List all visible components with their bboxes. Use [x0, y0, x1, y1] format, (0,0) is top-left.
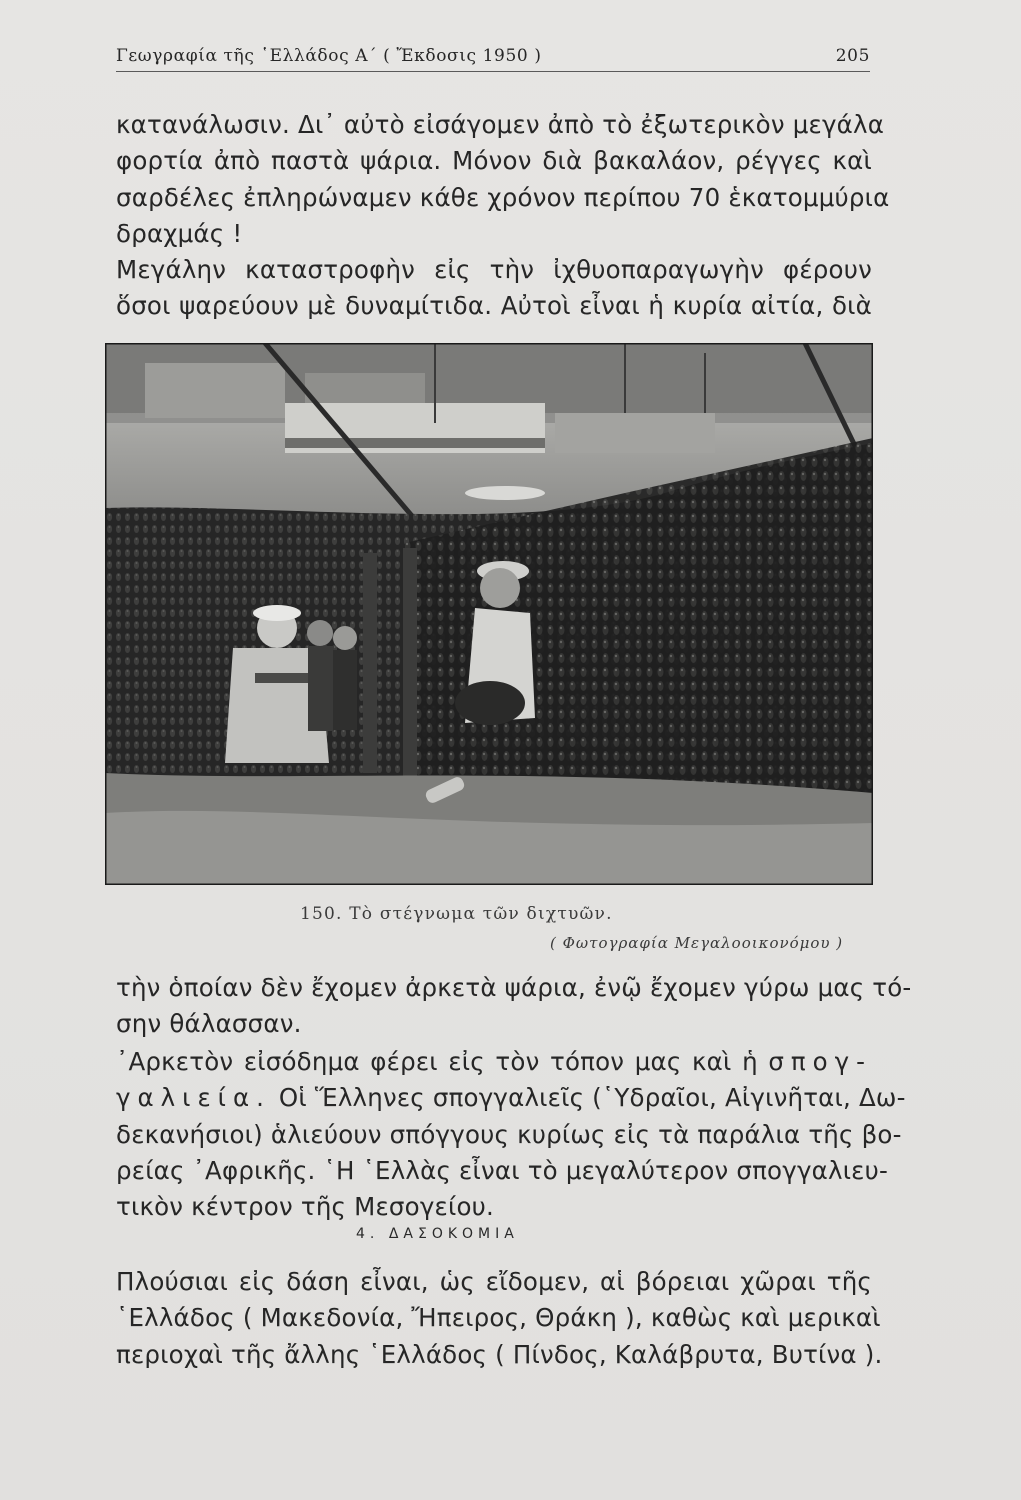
text-line: ὅσοι ψαρεύουν μὲ δυναμίτιδα. Αὐτοὶ εἶναι ἡ κυρία αἰτία, διὰ [116, 291, 872, 321]
text-line [116, 1044, 872, 1080]
emphasized-word: γαλιεία. [116, 1083, 271, 1113]
running-header [116, 46, 872, 72]
text-line: τικὸν κέντρον τῆς Μεσογείου. [116, 1192, 495, 1222]
paragraph-dynamite [116, 252, 872, 325]
text-line: δεκανήσιοι) ἁλιεύουν σπόγγους κυρίως εἰς τὰ παράλια τῆς βο- [116, 1119, 902, 1149]
paragraph-forests [116, 1264, 883, 1373]
children [307, 620, 357, 731]
running-header-title: Γεωγραφία τῆς ῾Ελλάδος Α´ ( Ἔκδοσις 1950 ) [116, 46, 542, 66]
page-number: 205 [835, 46, 870, 66]
figure-caption: 150. Τὸ στέγνωμα τῶν διχτυῶν. [300, 904, 613, 924]
text-line: ρείας ᾿Αφρικῆς. ῾Η ῾Ελλὰς εἶναι τὸ μεγαλύτερον σπογγαλιευ- [116, 1155, 889, 1185]
photo-illustration [105, 343, 873, 885]
text-line: Μεγάλην καταστροφὴν εἰς τὴν ἰχθυοπαραγωγὴν φέρουν [116, 255, 872, 284]
section-title: ΔΑΣΟΚΟΜΙΑ [388, 1226, 519, 1242]
text-line [116, 1080, 906, 1116]
section-number: 4. [356, 1226, 380, 1242]
text-line: Πλούσιαι εἰς δάση εἶναι, ὡς εἴδομεν, αἱ βόρειαι χῶραι τῆς [116, 1267, 872, 1296]
text-line: σαρδέλες ἐπληρώναμεν κάθε χρόνον περίπου 70 ἑκατομμύρια [116, 182, 890, 212]
paragraph-fish-shortage [116, 970, 912, 1043]
photo-drying-nets [105, 343, 873, 885]
text-line: δραχμάς ! [116, 218, 243, 248]
header-rule [116, 71, 870, 72]
emphasized-word: σπογ- [768, 1047, 872, 1076]
paragraph-sponge-fishing [116, 1044, 906, 1225]
text-line: σην θάλασσαν. [116, 1009, 302, 1039]
text-run: Οἱ Ἕλληνες σπογγαλιεῖς (῾Υδραῖοι, Αἰγινῆται, Δω- [278, 1083, 906, 1113]
paragraph-consumption [116, 107, 890, 252]
section-heading [356, 1226, 519, 1242]
text-line: ῾Ελλάδος ( Μακεδονία, Ἤπειρος, Θράκη ), καθὼς καὶ μερικαὶ [116, 1303, 881, 1333]
text-line: κατανάλωσιν. Δι᾿ αὐτὸ εἰσάγομεν ἀπὸ τὸ ἐξωτερικὸν μεγάλα [116, 110, 885, 139]
text-line: φορτία ἀπὸ παστὰ ψάρια. Μόνον διὰ βακαλάον, ρέγγες καὶ [116, 146, 872, 176]
text-line: τὴν ὁποίαν δὲν ἔχομεν ἀρκετὰ ψάρια, ἐνῷ ἔχομεν γύρω μας τό- [116, 973, 912, 1002]
text-line: περιοχαὶ τῆς ἄλλης ῾Ελλάδος ( Πίνδος, Καλάβρυτα, Βυτίνα ). [116, 1339, 883, 1369]
photo-credit: ( Φωτογραφία Μεγαλοοικονόμου ) [550, 934, 844, 952]
text-run: ᾿Αρκετὸν εἰσόδημα φέρει εἰς τὸν τόπον μας καὶ ἡ [116, 1047, 758, 1076]
